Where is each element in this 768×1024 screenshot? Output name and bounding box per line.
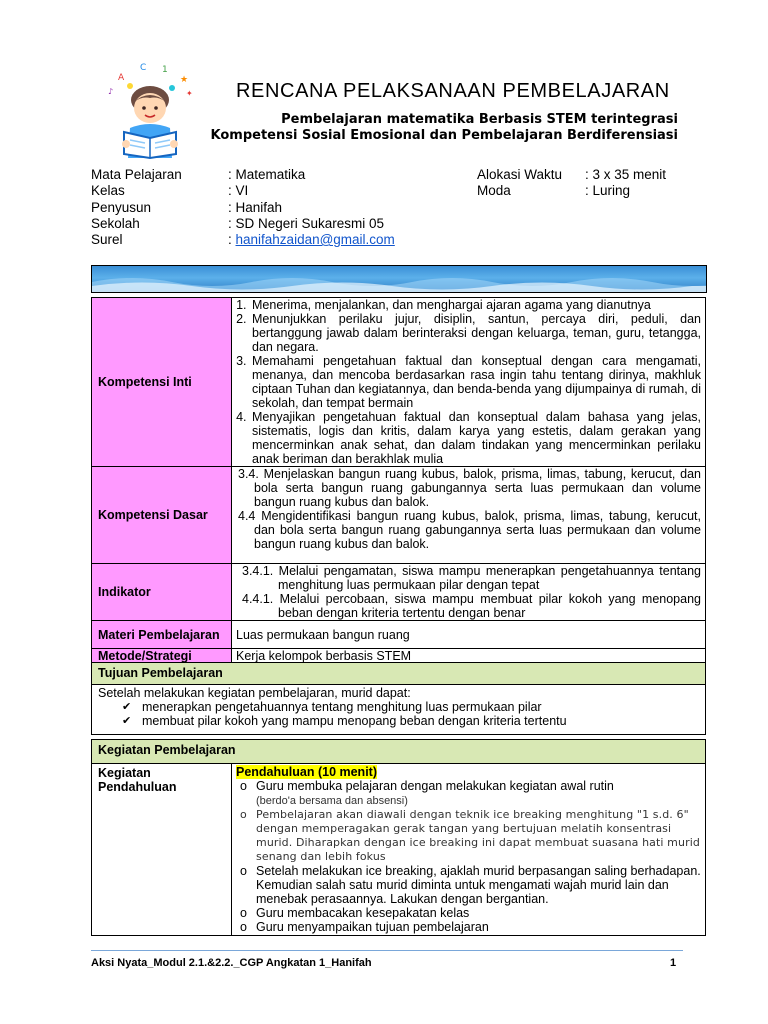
step-text: Guru membuka pelajaran dengan melakukan kegiatan awal rutin — [256, 779, 614, 793]
tujuan-intro: Setelah melakukan kegiatan pembelajaran, murid dapat: — [98, 686, 411, 700]
tujuan-item: ✔ membuat pilar kokoh yang mampu menopang beban dengan kriteria tertentu — [122, 714, 701, 728]
svg-text:★: ★ — [180, 75, 189, 85]
sekolah-value: : SD Negeri Sukaresmi 05 — [228, 216, 385, 231]
svg-text:C: C — [140, 63, 147, 73]
footer-text: Aksi Nyata_Modul 2.1.&2.2._CGP Angkatan 1_Hanifah — [91, 957, 372, 969]
step-text: (berdo'a bersama dan absensi) — [256, 795, 408, 807]
row-materi — [92, 621, 706, 649]
kegiatan-pendahuluan-label: Kegiatan Pendahuluan — [92, 764, 232, 936]
kompetensi-inti-label: Kompetensi Inti — [92, 298, 232, 467]
svg-text:✦: ✦ — [186, 89, 193, 98]
metode-value: Kerja kelompok berbasis STEM — [232, 649, 706, 664]
moda-value: : Luring — [585, 183, 631, 198]
tujuan-table — [91, 662, 706, 735]
indikator-item: 3.4.1. Melalui pengamatan, siswa mampu menerapkan pengetahuannya tentang menghitung luas permukaan pilar dengan tepat — [242, 564, 701, 592]
ki-item: 4. Menyajikan pengetahuan faktual dan konseptual dalam bahasa yang jelas, sistematis, logis dan kritis, dalam karya yang estetis, dalam gerakan yang mencerminkan anak sehat, dan dalam tindakan yang mencerminkan perilaku anak beriman dan berakhlak mulia — [250, 410, 701, 466]
penyusun-label: Penyusun — [91, 200, 152, 215]
kelas-value: : VI — [228, 183, 249, 198]
pendahuluan-title: Pendahuluan (10 menit) — [236, 765, 377, 779]
materi-label: Materi Pembelajaran — [92, 621, 232, 649]
metode-label: Metode/Strategi — [92, 649, 232, 664]
alokasi-value: : 3 x 35 menit — [585, 167, 667, 182]
pendahuluan-steps — [236, 779, 701, 934]
tujuan-heading: Tujuan Pembelajaran — [92, 663, 706, 685]
step-item: o Pembelajaran akan diawali dengan teknik ice breaking menghitung "1 s.d. 6" dengan memperagakan gerak tangan yang bertujuan melatih konsentrasi murid. Diharapkan dengan ice breaking ini dapat membuat suasana hati murid senang dan lebih fokus — [236, 808, 701, 864]
row-indikator — [92, 564, 706, 621]
mapel-value: : Matematika — [228, 167, 306, 182]
tujuan-content — [92, 685, 706, 735]
info-block-right — [477, 167, 697, 201]
ki-item: 3. Memahami pengetahuan faktual dan konseptual dengan cara mengamati, menanya, dan mencoba berdasarkan rasa ingin tahu tentang dirinya, makhluk ciptaan Tuhan dan kegiatannya, dan benda-benda yang dijumpainya di rumah, di sekolah, dan tempat bermain — [250, 354, 701, 410]
subtitle-stem: Pembelajaran matematika Berbasis STEM terintegrasi — [281, 112, 678, 127]
surel-label: Surel — [91, 232, 123, 247]
child-reading-book-logo — [100, 58, 200, 160]
tujuan-list — [98, 700, 701, 728]
kompetensi-inti-content — [232, 298, 706, 467]
kompetensi-dasar-label: Kompetensi Dasar — [92, 467, 232, 564]
kompetensi-inti-list — [236, 298, 701, 466]
kd-item: 4.4 Mengidentifikasi bangun ruang kubus, balok, prisma, limas, tabung, kerucut, dan bola serta bangun ruang gabungannya serta luas permukaan dan volume bangun ruang kubus dan balok. — [238, 509, 701, 551]
svg-text:1: 1 — [162, 65, 168, 75]
subtitle-kse: Kompetensi Sosial Emosional dan Pembelajaran Berdiferensiasi — [210, 128, 678, 143]
kegiatan-pendahuluan-content — [232, 764, 706, 936]
kegiatan-table — [91, 739, 706, 936]
step-item: o Setelah melakukan ice breaking, ajaklah murid berpasangan saling berhadapan. Kemudian salah satu murid diminta untuk mengamati wajah murid lain dan menebak perasaannya. Lakukan dengan bergantian. — [236, 864, 701, 906]
mapel-label: Mata Pelajaran — [91, 167, 182, 182]
ki-item: 2. Menunjukkan perilaku jujur, disiplin, santun, percaya diri, peduli, dan bertanggung jawab dalam berinteraksi dengan keluarga, teman, guru, tetangga, dan negara. — [250, 312, 701, 354]
kelas-label: Kelas — [91, 183, 125, 198]
alokasi-label: Alokasi Waktu — [477, 167, 563, 182]
indikator-content — [232, 564, 706, 621]
surel-prefix: : — [228, 232, 236, 247]
indikator-label: Indikator — [92, 564, 232, 621]
kd-item: 3.4. Menjelaskan bangun ruang kubus, balok, prisma, limas, tabung, kerucut, dan bola serta bangun ruang gabungannya serta luas permukaan dan volume bangun ruang kubus dan balok. — [238, 467, 701, 509]
info-block-left — [91, 167, 451, 251]
svg-text:♪: ♪ — [108, 87, 114, 96]
penyusun-value: : Hanifah — [228, 200, 283, 215]
rpp-table — [91, 297, 706, 664]
document-title: RENCANA PELAKSANAAN PEMBELAJARAN — [236, 80, 670, 102]
decorative-banner — [91, 265, 707, 293]
materi-value: Luas permukaan bangun ruang — [232, 621, 706, 649]
step-item — [236, 779, 701, 808]
moda-label: Moda — [477, 183, 511, 198]
footer-divider — [91, 950, 683, 951]
sekolah-label: Sekolah — [91, 216, 140, 231]
kegiatan-heading: Kegiatan Pembelajaran — [92, 740, 706, 764]
row-kompetensi-inti — [92, 298, 706, 467]
ki-item: 1. Menerima, menjalankan, dan menghargai ajaran agama yang dianutnya — [250, 298, 701, 312]
kompetensi-dasar-content — [232, 467, 706, 564]
surel-value — [228, 232, 395, 247]
page-number: 1 — [670, 957, 677, 969]
svg-text:A: A — [118, 73, 125, 83]
indikator-item: 4.4.1. Melalui percobaan, siswa mampu membuat pilar kokoh yang menopang beban dengan kriteria tertentu dengan benar — [242, 592, 701, 620]
step-item: o Guru menyampaikan tujuan pembelajaran — [236, 920, 701, 934]
step-item: o Guru membacakan kesepakatan kelas — [236, 906, 701, 920]
email-link[interactable]: hanifahzaidan@gmail.com — [235, 232, 395, 247]
row-kompetensi-dasar — [92, 467, 706, 564]
tujuan-item: ✔ menerapkan pengetahuannya tentang menghitung luas permukaan pilar — [122, 700, 701, 714]
